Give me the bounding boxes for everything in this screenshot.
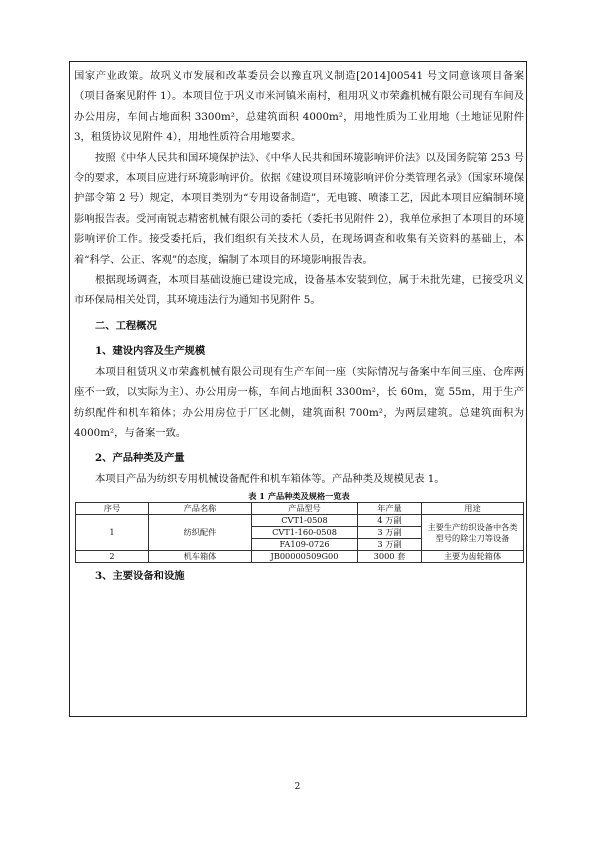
document-body — [74, 66, 524, 587]
cell-model: CVT1-0508 — [252, 515, 358, 527]
paragraph-legal-basis: 按照《中华人民共和国环境保护法》、《中华人民共和国环境影响评价法》以及国务院第 253 号令的要求，本项目应进行环境影响评价。依据《建设项目环境影响评价分类管理名录》（国家环境保护部令第 2 号）规定，本项目类别为“专用设备制造”，无电镀、喷漆工艺，因此本项目应编制环境影响报告表。受河南锐志精密机械有限公司的委托（委托书见附件 2），我单位承担了本项目的环境影响评价工作。接受委托后，我们组织有关技术人员，在现场调查和收集有关资料的基础上，本着“科学、公正、客观”的态度，编制了本项目的环境影响报告表。 — [74, 151, 524, 266]
paragraph-site-survey: 根据现场调查，本项目基础设施已建设完成，设备基本安装到位，属于未批先建，已接受巩义市环保局相关处罚，其环境违法行为通知书见附件 5。 — [74, 274, 524, 307]
paragraph-construction: 本项目租赁巩义市荣鑫机械有限公司现有生产车间一座（实际情况与备案中车间三座、仓库两座不一致，以实际为主）、办公用房一栋，车间占地面积 3300m²，长 60m，宽 55m，用于生产纺织配件和机车箱体；办公用房位于厂区北侧，建筑面积 700m²，为两层建筑。总建筑面积为 4000m²，与备案一致。 — [74, 365, 524, 439]
cell-no: 2 — [76, 551, 149, 563]
section-heading-project-overview: 二、工程概况 — [95, 319, 157, 332]
cell-output: 3 万副 — [358, 527, 422, 539]
header-use: 用途 — [422, 503, 524, 515]
cell-output: 3 万副 — [358, 539, 422, 551]
cell-name: 纺织配件 — [149, 515, 252, 551]
header-model: 产品型号 — [252, 503, 358, 515]
header-name: 产品名称 — [149, 503, 252, 515]
table-caption: 表 1 产品种类及规格一览表 — [248, 491, 350, 502]
table-header-row — [76, 503, 524, 515]
paragraph-policy: 国家产业政策。故巩义市发展和改革委员会以豫直巩义制造[2014]00541 号文同意该项目备案（项目备案见附件 1）。本项目位于巩义市米河镇米南村，租用巩义市荣鑫机械有限公司现有车间及办公用房，车间占地面积 3300m²，总建筑面积 4000m²，用地性质为工业用地（土地证见附件 3，租赁协议见附件 4），用地性质符合用地要求。 — [74, 70, 524, 144]
cell-model: CVT1-160-0508 — [252, 527, 358, 539]
table-row — [76, 515, 524, 527]
page-number: 2 — [294, 782, 301, 792]
cell-model: FA109-0726 — [252, 539, 358, 551]
table-row — [76, 551, 524, 563]
cell-no: 1 — [76, 515, 149, 551]
paragraph-products: 本项目产品为纺织专用机械设备配件和机车箱体等。产品种类及规模见表 1。 — [95, 472, 445, 485]
cell-name: 机车箱体 — [149, 551, 252, 563]
cell-output: 4 万副 — [358, 515, 422, 527]
subsection-heading-equipment: 3、主要设备和设施 — [95, 570, 185, 583]
cell-model: JB00000509G00 — [252, 551, 358, 563]
cell-output: 3000 套 — [358, 551, 422, 563]
subsection-heading-products: 2、产品种类及产量 — [95, 452, 185, 465]
header-no: 序号 — [76, 503, 149, 515]
cell-use: 主要生产纺织设备中各类型号的除尘刀等设备 — [422, 515, 524, 551]
cell-use: 主要为齿轮箱体 — [422, 551, 524, 563]
product-table — [75, 502, 524, 563]
subsection-heading-construction: 1、建设内容及生产规模 — [95, 345, 206, 358]
header-output: 年产量 — [358, 503, 422, 515]
